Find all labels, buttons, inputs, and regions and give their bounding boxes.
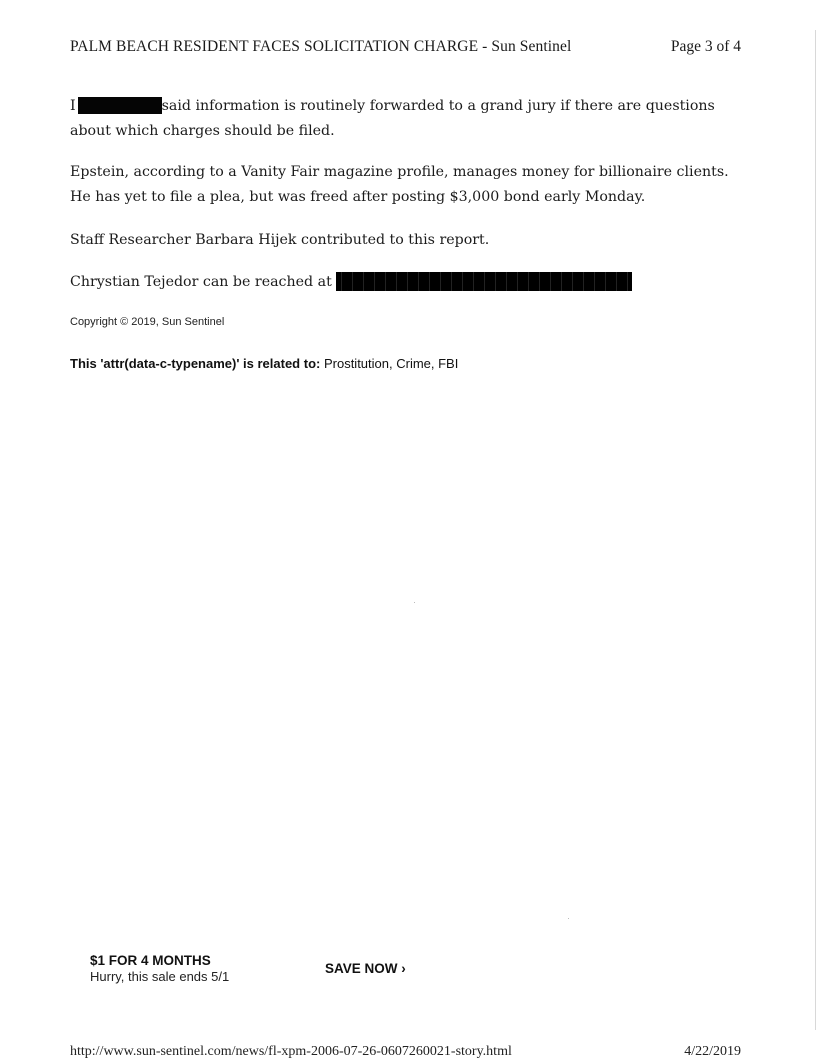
redaction-box-contact bbox=[336, 272, 632, 291]
related-label: This 'attr(data-c-typename)' is related to: bbox=[70, 356, 321, 371]
paragraph-grand-jury bbox=[70, 94, 730, 144]
promo-headline: $1 FOR 4 MONTHS bbox=[90, 953, 211, 968]
paragraph-epstein-profile: Epstein, according to a Vanity Fair magazine profile, manages money for billionaire clients. He has yet to file a plea, but was freed after posting $3,000 bond early Monday. bbox=[70, 164, 729, 205]
footer-date: 4/22/2019 bbox=[684, 1044, 741, 1059]
paragraph-text: said information is routinely forwarded to a grand jury if there are questions about which charges should be filed. bbox=[70, 98, 715, 139]
paragraph-staff-researcher: Staff Researcher Barbara Hijek contributed to this report. bbox=[70, 232, 490, 248]
contact-text: Chrystian Tejedor can be reached at bbox=[70, 274, 332, 290]
scan-speck bbox=[414, 602, 415, 603]
scan-edge-line bbox=[815, 30, 816, 1030]
redaction-box bbox=[78, 97, 162, 114]
promo-subline: Hurry, this sale ends 5/1 bbox=[90, 969, 230, 984]
paragraph-contact bbox=[70, 270, 730, 295]
footer-url: http://www.sun-sentinel.com/news/fl-xpm-2006-07-26-0607260021-story.html bbox=[70, 1044, 512, 1059]
scan-speck bbox=[568, 918, 569, 919]
save-now-button[interactable]: SAVE NOW › bbox=[325, 961, 406, 976]
related-topics bbox=[70, 356, 458, 371]
paragraph-lead-letter: I bbox=[70, 98, 76, 114]
related-topics-list[interactable]: Prostitution, Crime, FBI bbox=[323, 356, 459, 371]
copyright-notice: Copyright © 2019, Sun Sentinel bbox=[70, 316, 225, 328]
page-number: Page 3 of 4 bbox=[670, 38, 741, 55]
article-title: PALM BEACH RESIDENT FACES SOLICITATION CHARGE - Sun Sentinel bbox=[70, 38, 572, 55]
